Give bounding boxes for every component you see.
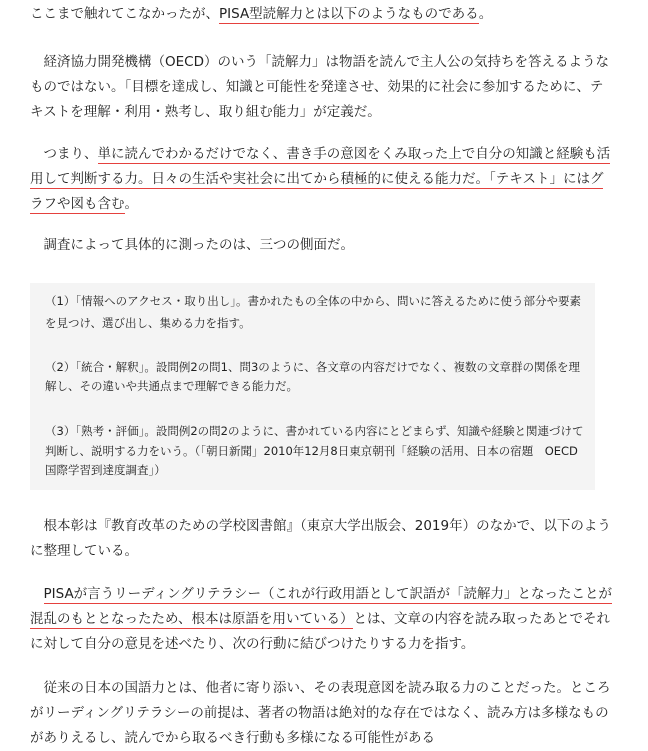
paragraph-meaning (30, 142, 611, 217)
text-line (30, 676, 611, 701)
quote-box (30, 283, 595, 490)
text-line (30, 233, 600, 258)
text-span: 根本彰は『教育改革のための学校図書館』（東京大学出版会、2019年）のなかで、以下のよう (30, 518, 611, 534)
text-span: ものではない。「目標を達成し、知識と可能性を発達させ、効果的に社会に参加するために、テ (30, 79, 604, 95)
text-span: 。 (478, 6, 493, 22)
text-line (30, 607, 610, 632)
highlighted-text: 単に読んでわかるだけでなく、書き手の意図をくみ取った上で自分の知識と経験も活 (97, 146, 611, 162)
text-line (30, 582, 613, 607)
highlighted-text: PISAが言うリーディングリテラシー（これが行政用語として訳語が「読解力」となったことが (43, 586, 613, 602)
quote-line: 判断し、説明する力をいう。（「朝日新聞」2010年12月8日東京朝刊「経験の活用、日本の宿題 OECD (45, 444, 578, 458)
quote-line: （2）「統合・解釈」。設問例2の問1、問3のように、各文章の内容だけでなく、複数の文章群の関係を理 (45, 360, 581, 374)
text-line (30, 539, 600, 564)
paragraph-reading-literacy (30, 582, 613, 657)
quote-line: 解し、その違いや共通点まで理解できる能力だ。 (45, 379, 298, 393)
text-span: 。 (124, 196, 138, 212)
paragraph-oecd-definition (30, 50, 609, 125)
text-span: 経済協力開発機構（OECD）のいう「読解力」は物語を読んで主人公の気持ちを答えるような (30, 54, 609, 70)
text-line (30, 514, 611, 539)
text-span: ここまで触れてこなかったが、 (30, 6, 219, 22)
text-line (30, 142, 611, 167)
paragraph-japanese-language (30, 676, 611, 751)
paragraph-pisa-intro (30, 2, 600, 27)
paragraph-three-aspects (30, 233, 600, 258)
paragraph-nemoto (30, 514, 611, 564)
text-span: がリーディングリテラシーの前提は、著者の物語は絶対的な存在ではなく、読み方は多様なもの (30, 705, 609, 721)
quote-line: （1）「情報へのアクセス・取り出し」。書かれたもの全体の中から、問いに答えるために使う部分や要素 (45, 294, 581, 308)
text-line (30, 2, 600, 27)
quote-line: を見つけ、選び出し、集める力を指す。 (45, 316, 251, 330)
text-span: に対して自分の意見を述べたり、次の行動に結びつけたりする力を指す。 (30, 636, 475, 652)
text-span: 調査によって具体的に測ったのは、三つの側面だ。 (30, 237, 354, 253)
text-line (30, 75, 604, 100)
quote-line: （3）「熟考・評価」。設問例2の問2のように、書かれている内容にとどまらず、知識や経験と関連づけて (45, 424, 584, 438)
quote-line: 国際学習到達度調査」） (45, 463, 166, 477)
text-line (30, 192, 600, 217)
highlighted-text: PISA型読解力とは以下のようなものである (219, 6, 479, 22)
text-span: とは、文章の内容を読み取ったあとでそれ (353, 611, 610, 627)
text-span: がありえるし、読んでから取るべき行動も多様になる可能性がある (30, 730, 435, 746)
highlighted-text: ラフや図も含む (30, 196, 125, 212)
highlighted-text: 混乱のもととなったため、根本は原語を用いている） (30, 611, 354, 627)
text-span: に整理している。 (30, 543, 138, 559)
text-line (30, 100, 600, 125)
text-line (30, 701, 609, 726)
text-span: つまり、 (30, 146, 98, 162)
text-line (30, 632, 600, 657)
text-span: キストを理解・利用・熟考し、取り組む能力」が定義だ。 (30, 104, 381, 120)
text-span (30, 586, 44, 602)
text-line (30, 167, 604, 192)
text-line (30, 726, 600, 751)
text-span: 従来の日本の国語力とは、他者に寄り添い、その表現意図を読み取る力のことだった。ところ (30, 680, 611, 696)
text-line (30, 50, 609, 75)
highlighted-text: 用して判断する力。日々の生活や実社会に出てから積極的に使える能力だ。「テキスト」にはグ (30, 171, 604, 187)
